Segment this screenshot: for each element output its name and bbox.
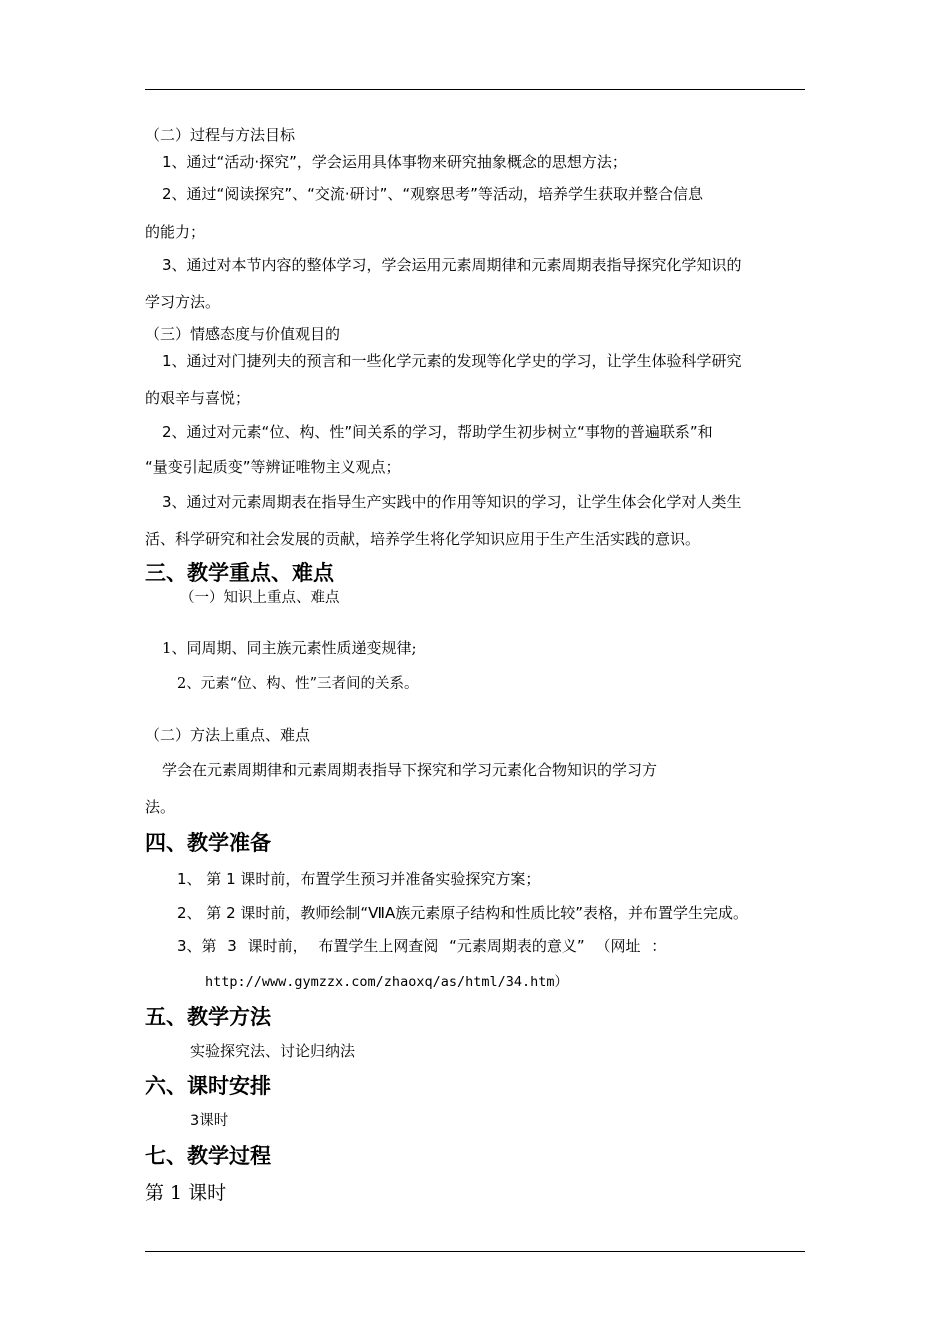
subsection-title: （一）知识上重点、难点 [180, 590, 340, 606]
list-item: 学会在元素周期律和元素周期表指导下探究和学习元素化合物知识的学习方 [162, 761, 658, 779]
list-item: 3、通过对本节内容的整体学习，学会运用元素周期律和元素周期表指导探究化学知识的 [162, 256, 742, 274]
list-item: 学习方法。 [145, 293, 221, 311]
list-item: 2、 第 2 课时前，教师绘制“ⅦA族元素原子结构和性质比较”表格，并布置学生完成。 [177, 904, 748, 922]
section-content: 实验探究法、讨论归纳法 [190, 1042, 356, 1060]
list-item: 1、通过对门捷列夫的预言和一些化学元素的发现等化学史的学习，让学生体验科学研究 [162, 352, 742, 370]
list-item: 3、通过对元素周期表在指导生产实践中的作用等知识的学习，让学生体会化学对人类生 [162, 493, 742, 511]
list-item: “量变引起质变”等辨证唯物主义观点； [145, 458, 401, 476]
section-heading: 三、教学重点、难点 [145, 561, 334, 585]
subsection-title: （三）情感态度与价值观目的 [145, 325, 341, 343]
list-item: 2、元素“位、构、性”三者间的关系。 [177, 676, 419, 692]
list-item: 活、科学研究和社会发展的贡献，培养学生将化学知识应用于生产生活实践的意识。 [145, 530, 701, 548]
list-item: 2、通过“阅读探究”、“交流·研讨”、“观察思考”等活动，培养学生获取并整合信息 [162, 185, 703, 203]
list-item: 的能力； [145, 223, 206, 241]
list-item: 3、第 3 课时前， 布置学生上网查阅 “元素周期表的意义” （网址 ： [177, 937, 667, 955]
list-item: 1、通过“活动·探究”，学会运用具体事物来研究抽象概念的思想方法； [162, 153, 627, 171]
section-heading: 六、课时安排 [145, 1074, 271, 1098]
footer-rule [145, 1251, 805, 1252]
list-item: 的艰辛与喜悦； [145, 389, 251, 407]
list-item: 法。 [145, 798, 176, 816]
list-item: 1、 第 1 课时前，布置学生预习并准备实验探究方案； [177, 870, 541, 888]
header-rule [145, 89, 805, 90]
url-text: http://www.gymzzx.com/zhaoxq/as/html/34.htm） [205, 974, 568, 990]
section-content: 第 1 课时 [145, 1182, 227, 1204]
section-heading: 五、教学方法 [145, 1005, 271, 1029]
section-content: 3课时 [190, 1113, 229, 1129]
subsection-title: （二）方法上重点、难点 [145, 726, 311, 744]
list-item: 2、通过对元素“位、构、性”间关系的学习，帮助学生初步树立“事物的普遍联系”和 [162, 423, 713, 441]
subsection-title: （二）过程与方法目标 [145, 126, 296, 144]
section-heading: 四、教学准备 [145, 831, 271, 855]
section-heading: 七、教学过程 [145, 1144, 271, 1168]
list-item: 1、同周期、同主族元素性质递变规律; [162, 639, 417, 657]
